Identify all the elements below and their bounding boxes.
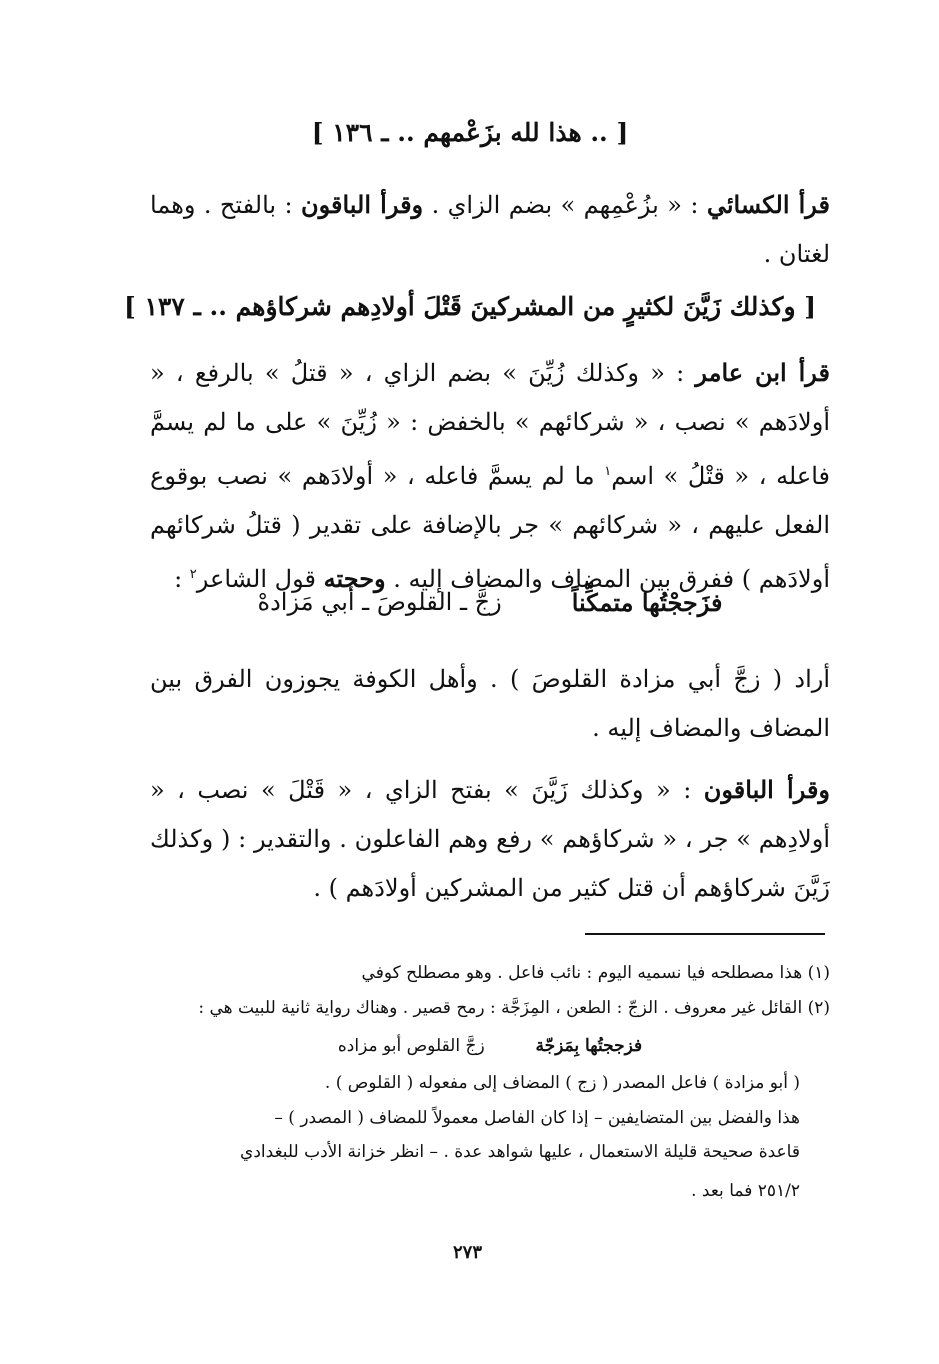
footnote-separator [585,933,825,935]
paragraph-text: : « بزُعْمِهم » بضم الزاي . [423,191,707,219]
footnote-2-line: ٢٥١/٢ فما بعد . [691,1181,800,1201]
footnote-2: (٢) القائل غير معروف . الزجّ : الطعن ، المِزَجَّة : رمح قصير . وهناك رواية ثانية للبيت هي : [198,998,830,1018]
poetry-verse [150,588,830,617]
reader-name: قرأ ابن عامر [695,358,830,387]
footnote-verse-first: فزججتُها بِمَزجّة [535,1036,643,1056]
footnote-ref-2: ٢ [189,567,197,582]
paragraph-137-others [150,765,830,913]
footnote-ref-1: ١ [604,464,612,479]
paragraph-text: : « وكذلك زُيِّنَ » بضم الزاي ، « قتلُ » بالرفع ، « أولادَهم » نصب ، « شركائهم » بالخفض : « زُيِّنَ » على ما لم يسمَّ فاعله ، « قتْلُ » اسم [150,359,830,490]
footnote-verse-second: زجَّ القلوص أبو مزاده [337,1036,485,1056]
footnote-2-line: قاعدة صحيحة قليلة الاستعمال ، عليها شواهد عدة . – انظر خزانة الأدب للبغدادي [240,1142,800,1162]
paragraph-text: : بالفتح . وهما لغتان . [150,191,830,268]
verse-first-hemistich: فزَججْتُها متمكِّناً [571,588,723,617]
proof-label: وحجته [323,564,386,593]
paragraph-text: : [174,565,190,593]
footnote-2-verse [150,1033,830,1060]
reader-name: قرأ الكسائي [706,190,831,219]
verse-heading-137: [ وكذلك زَيَّنَ لكثيرٍ من المشركينَ قَتْلَ أولادِهم شركاؤهم .. ـ ١٣٧ ] [123,292,817,321]
paragraph-136 [150,180,830,279]
paragraph-137-ibn-amir [150,348,830,604]
reader-name: وقرأ الباقون [301,190,424,219]
footnote-1: (١) هذا مصطلحه فيا نسميه اليوم : نائب فاعل . وهو مصطلح كوفي [361,963,830,983]
verse-second-hemistich: زجَّ ـ القلوصَ ـ أبي مَزادهْ [257,588,502,616]
page-number: ٢٧٣ [452,1242,482,1263]
paragraph-text: : « وكذلك زَيَّنَ » بفتح الزاي ، « قَتْلَ » نصب ، « أولادِهم » جر ، « شركاؤهم » رفع وهم الفاعلون . والتقدير : ( وكذلك زَيَّنَ شركاؤهم أن قتل كثير من المشركين أولادَهم ) . [150,776,830,902]
paragraph-text: قول الشاعر [196,565,324,593]
reader-name: وقرأ الباقون [703,775,831,804]
verse-heading-136: [ .. هذا لله بزَعْمهم .. ـ ١٣٦ ] [311,118,629,147]
footnote-2-line: هذا والفضل بين المتضايفين – إذا كان الفاصل معمولاً للمضاف ( المصدر ) – [274,1108,800,1128]
footnote-2-line: ( أبو مزادة ) فاعل المصدر ( زج ) المضاف إلى مفعوله ( القلوص ) . [324,1073,800,1093]
paragraph-text: ما لم يسمَّ فاعله ، « أولادَهم » نصب بوقوع الفعل عليهم ، « شركائهم » جر بالإضافة على تقدير ( قتلُ شركائهم أولادَهم ) ففرق بين المضاف والمضاف إليه . [150,462,830,593]
paragraph-137-explanation: أراد ( زجَّ أبي مزادة القلوصَ ) . وأهل الكوفة يجوزون الفرق بين المضاف والمضاف إليه . [150,665,830,742]
